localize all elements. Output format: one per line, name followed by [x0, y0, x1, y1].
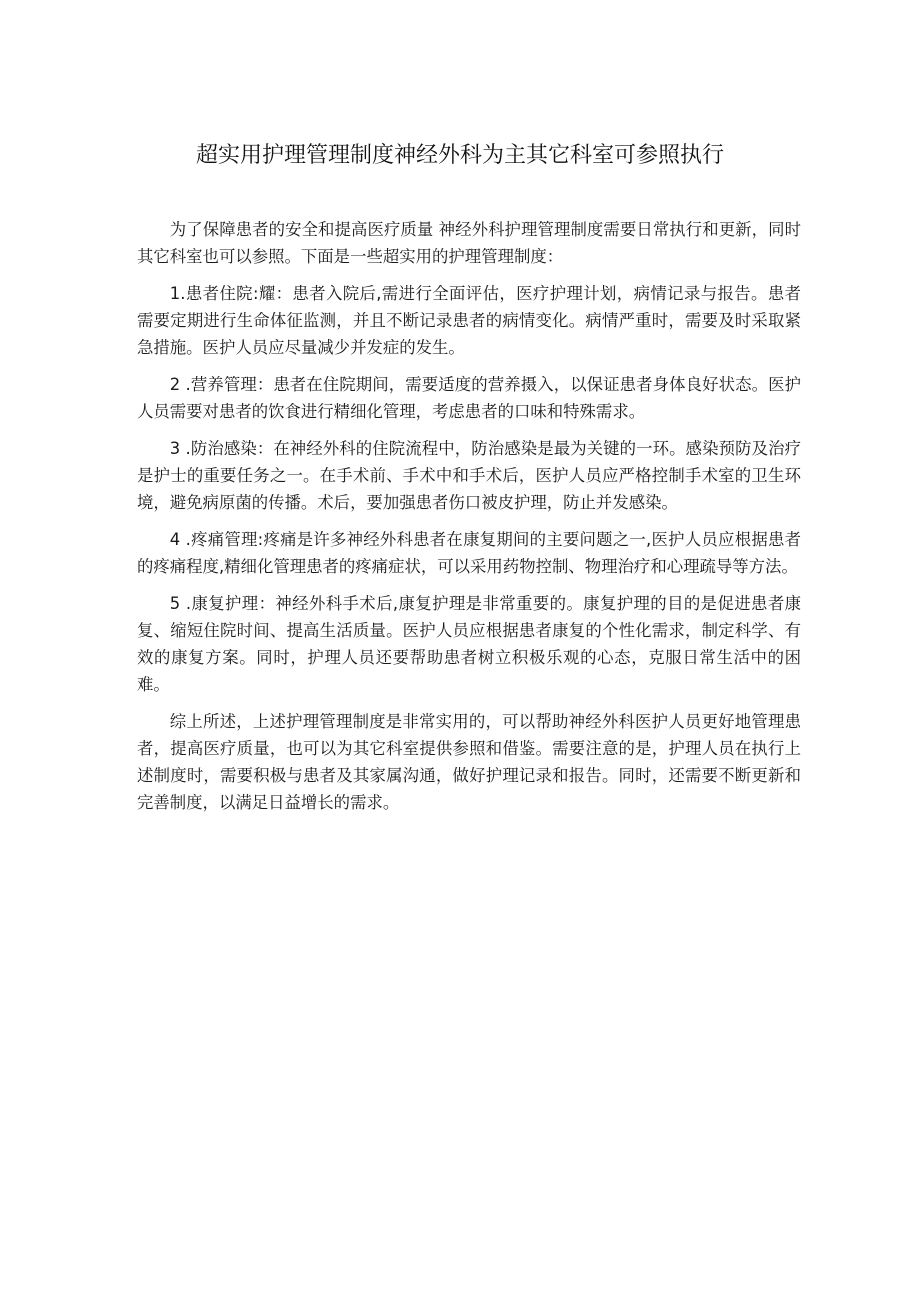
- conclusion-paragraph: 综上所述，上述护理管理制度是非常实用的，可以帮助神经外科医护人员更好地管理患者，提高医疗质量，也可以为其它科室提供参照和借鉴。需要注意的是，护理人员在执行上述制度时，需要积极与患者及其家属沟通，做好护理记录和报告。同时，还需要不断更新和完善制度，以满足日益增长的需求。: [137, 712, 801, 812]
- section-1-admission-paragraph: 1.患者住院:耀：患者入院后,需进行全面评估，医疗护理计划，病情记录与报告。患者需要定期进行生命体征监测，并且不断记录患者的病情变化。病情严重时，需要及时采取紧急措施。医护人员应尽量减少并发症的发生。: [137, 284, 801, 357]
- page-title: 超实用护理管理制度神经外科为主其它科室可参照执行: [195, 143, 724, 168]
- intro-paragraph: 为了保障患者的安全和提高医疗质量 神经外科护理管理制度需要日常执行和更新，同时其它科室也可以参照。下面是一些超实用的护理管理制度：: [137, 220, 801, 266]
- document-body: [137, 216, 801, 826]
- section-2-nutrition-paragraph: 2 .营养管理：患者在住院期间，需要适度的营养摄入，以保证患者身体良好状态。医护人员需要对患者的饮食进行精细化管理，考虑患者的口味和特殊需求。: [137, 375, 801, 421]
- section-3-infection-paragraph: 3 .防治感染：在神经外科的住院流程中，防治感染是最为关键的一环。感染预防及治疗是护士的重要任务之一。在手术前、手术中和手术后，医护人员应严格控制手术室的卫生环境，避免病原菌的传播。术后，要加强患者伤口被皮护理，防止并发感染。: [137, 439, 801, 512]
- section-5-rehab-paragraph: 5 .康复护理：神经外科手术后,康复护理是非常重要的。康复护理的目的是促进患者康复、缩短住院时间、提高生活质量。医护人员应根据患者康复的个性化需求，制定科学、有效的康复方案。同时，护理人员还要帮助患者树立积极乐观的心态，克服日常生活中的困难。: [137, 594, 801, 694]
- section-4-pain-paragraph: 4 .疼痛管理:疼痛是许多神经外科患者在康复期间的主要问题之一,医护人员应根据患者的疼痛程度,精细化管理患者的疼痛症状，可以采用药物控制、物理治疗和心理疏导等方法。: [137, 530, 801, 576]
